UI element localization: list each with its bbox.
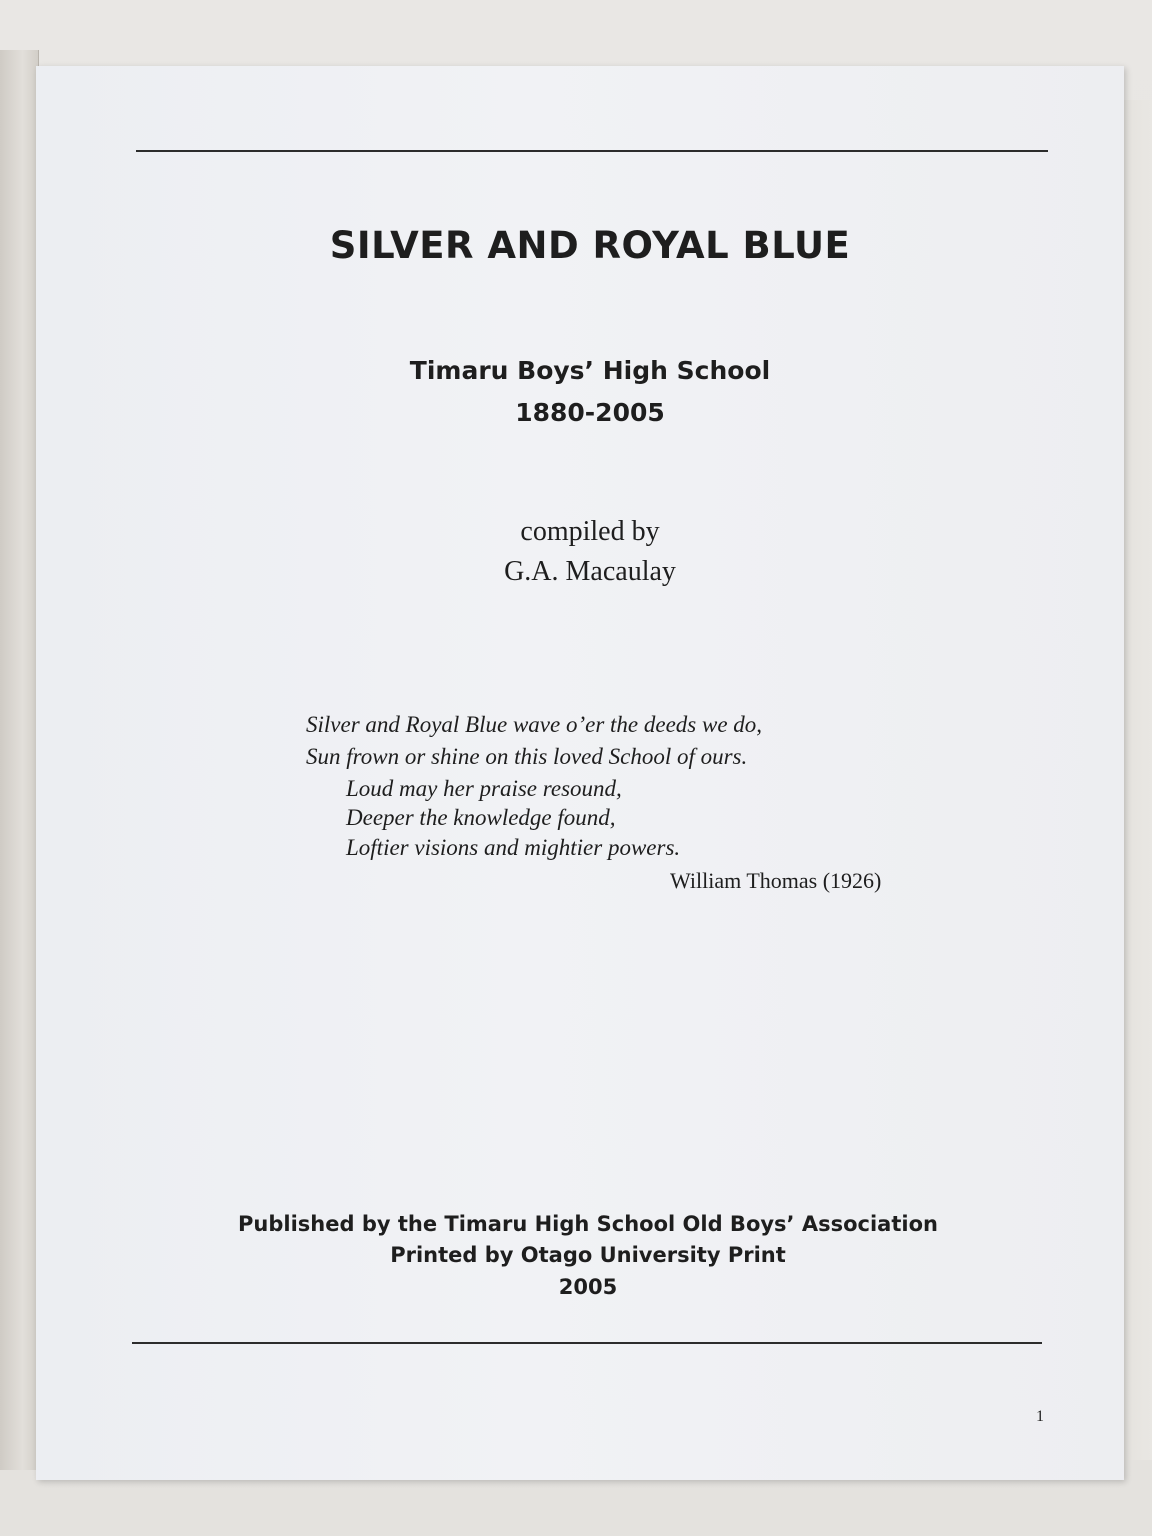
verse-line: Sun frown or shine on this loved School of ours. [306, 744, 748, 769]
title-page [36, 66, 1124, 1480]
school-years: 1880-2005 [515, 398, 665, 427]
book-title: SILVER AND ROYAL BLUE [329, 224, 851, 267]
compiled-by-label: compiled by [520, 516, 660, 547]
verse-line: Loud may her praise resound, [346, 776, 622, 801]
adjacent-page-edge [0, 50, 39, 1470]
top-rule [136, 150, 1048, 152]
page-number: 1 [1036, 1408, 1044, 1425]
bottom-rule [132, 1342, 1042, 1344]
printer-line: Printed by Otago University Print [390, 1243, 786, 1267]
compiler-name: G.A. Macaulay [504, 556, 676, 587]
verse-line: Deeper the knowledge found, [346, 805, 616, 830]
school-name: Timaru Boys’ High School [409, 356, 771, 385]
verse-line: Silver and Royal Blue wave o’er the deeds we do, [306, 712, 763, 737]
publication-year: 2005 [558, 1275, 618, 1299]
verse-attribution: William Thomas (1926) [670, 868, 882, 893]
publisher-line: Published by the Timaru High School Old Boys’ Association [238, 1212, 938, 1236]
verse-line: Loftier visions and mightier powers. [346, 835, 681, 860]
